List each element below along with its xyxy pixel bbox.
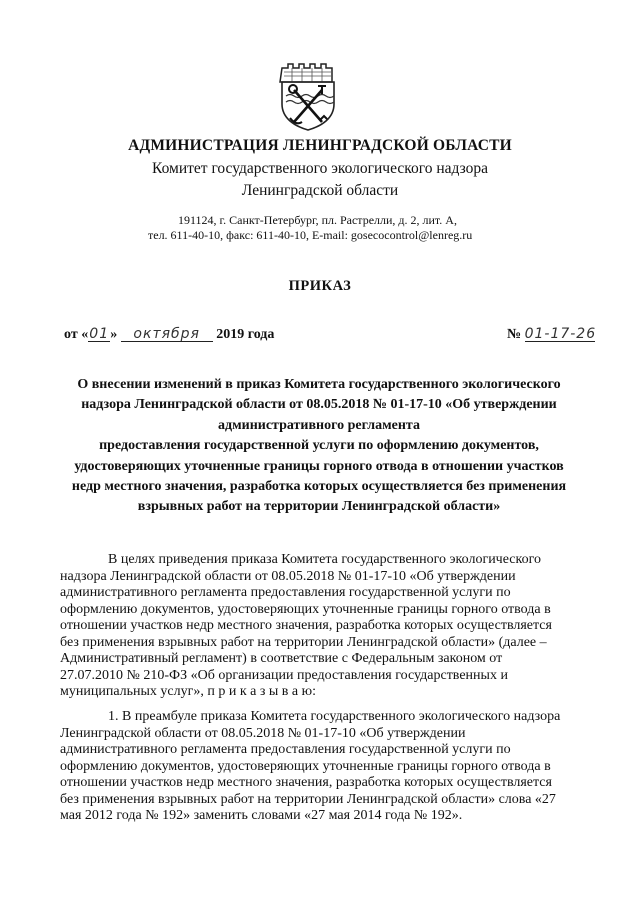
body-line: Ленинградской области от 08.05.2018 № 01-17-10 «Об утверждении [60, 725, 466, 741]
region-name: Ленинградской области [241, 182, 399, 199]
body-line: административного регламента предоставления государственной услуги по [60, 742, 511, 757]
title-line: О внесении изменений в приказ Комитета государственного экологического [77, 377, 561, 392]
body-line: муниципальных услуг», п р и к а з ы в а ю: [60, 684, 316, 699]
order-title [58, 375, 580, 518]
number-value: 01-17-26 [524, 326, 597, 342]
order-number [507, 327, 595, 343]
organization-name: АДМИНИСТРАЦИЯ ЛЕНИНГРАДСКОЙ ОБЛАСТИ [128, 137, 512, 154]
body-line: без применения взрывных работ на территории Ленинградской области» (далее – [60, 634, 547, 650]
body-line: административного регламента предоставления государственной услуги по [60, 585, 511, 600]
body-line: 27.07.2010 № 210-ФЗ «Об организации предоставления государственных и [60, 667, 508, 683]
body-line: отношении участков недр местного значения, разработка которых осуществляется [60, 775, 552, 790]
date-month: октября [121, 327, 213, 342]
preamble-paragraph [60, 552, 606, 701]
body-line: отношении участков недр местного значения, разработка которых осуществляется [60, 618, 552, 633]
title-line: надзора Ленинградской области от 08.05.2018 № 01-17-10 «Об утверждении [81, 397, 557, 413]
date-prefix: от « [64, 327, 89, 342]
body-line: оформлению документов, удостоверяющих уточненные границы горного отвода в [60, 601, 551, 617]
body-line: Административный регламент) в соответствие с Федеральным законом от [60, 651, 503, 666]
body-line: оформлению документов, удостоверяющих уточненные границы горного отвода в [60, 758, 551, 774]
number-prefix: № [507, 327, 522, 342]
date-suffix: 2019 года [216, 327, 275, 342]
title-line: взрывных работ на территории Ленинградской области» [137, 499, 501, 515]
date-day: 01 [89, 326, 110, 342]
body-line: 1. В преамбуле приказа Комитета государственного экологического надзора [108, 709, 561, 724]
body-line: без применения взрывных работ на территории Ленинградской области» слова «27 [60, 791, 556, 807]
item-1-paragraph [60, 709, 606, 825]
address-line: 191124, г. Санкт-Петербург, пл. Растрелли, д. 2, лит. А, [178, 213, 457, 227]
body-line: мая 2012 года № 192» заменить словами «27 мая 2014 года № 192». [60, 808, 463, 823]
coat-of-arms-icon [278, 62, 338, 132]
date-mid: » [110, 327, 118, 342]
title-line: недр местного значения, разработка которых осуществляется без применения [71, 479, 567, 495]
body-line: надзора Ленинградской области от 08.05.2018 № 01-17-10 «Об утверждении [60, 568, 516, 584]
committee-name: Комитет государственного экологического надзора [152, 160, 488, 177]
document-type: ПРИКАЗ [288, 278, 352, 294]
body-line: В целях приведения приказа Комитета государственного экологического [108, 552, 541, 567]
order-date [64, 327, 274, 343]
title-line: предоставления государственной услуги по оформлению документов, [99, 438, 539, 454]
title-line: удостоверяющих уточненные границы горного отвода в отношении участков [74, 458, 564, 474]
contacts-line: тел. 611-40-10, факс: 611-40-10, E-mail: gosecocontrol@lenreg.ru [148, 228, 473, 242]
title-line: административного регламента [218, 417, 420, 433]
